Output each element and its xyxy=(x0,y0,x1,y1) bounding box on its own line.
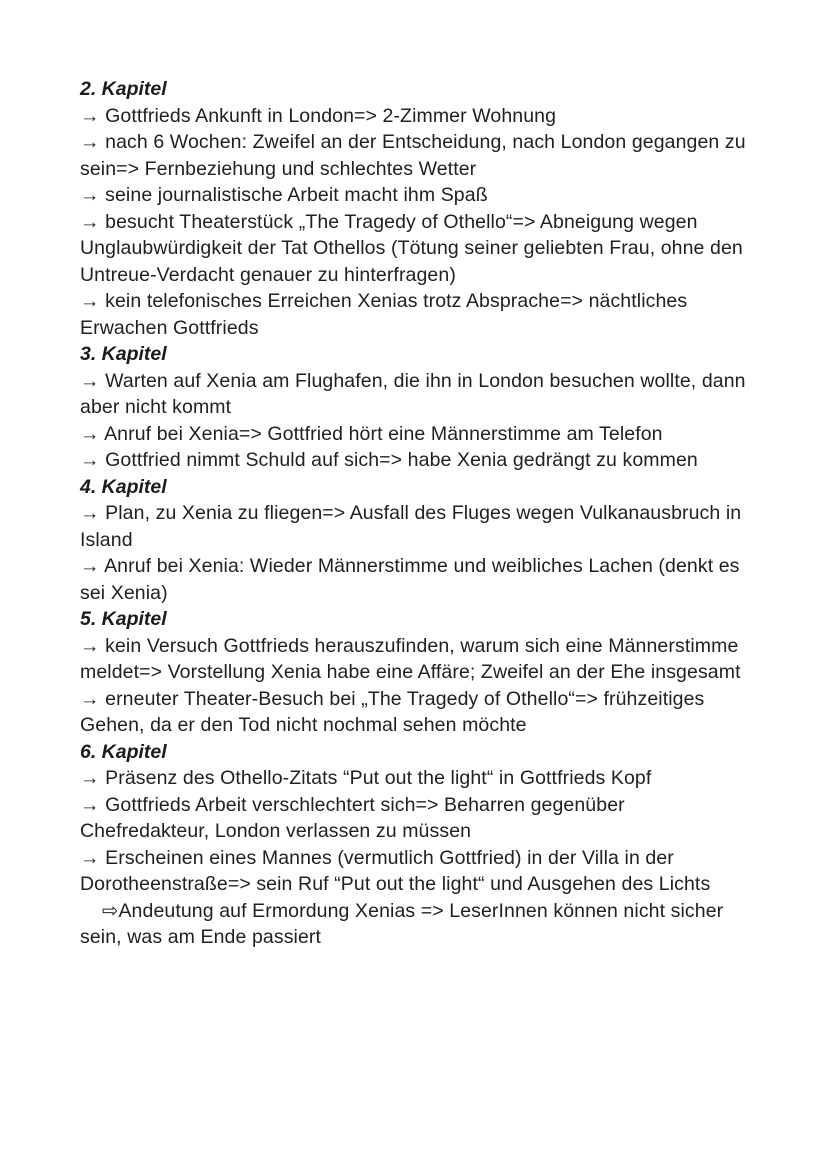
chapter-heading: 4. Kapitel xyxy=(80,475,167,498)
bullet-text: kein telefonisches Erreichen Xenias trotz Absprache=> nächtliches Erwachen Gottfrieds xyxy=(80,290,688,339)
bullet-line xyxy=(80,209,758,289)
right-arrow-icon: → xyxy=(80,184,100,206)
bullet-text: Anruf bei Xenia=> Gottfried hört eine Männerstimme am Telefon xyxy=(104,422,663,445)
bullet-text: Präsenz des Othello-Zitats “Put out the light“ in Gottfrieds Kopf xyxy=(105,767,652,789)
white-right-arrow-icon: ⇨ xyxy=(102,899,119,922)
bullet-text: erneuter Theater-Besuch bei „The Tragedy of Othello“=> frühzeitiges Gehen, da er den Tod nicht nochmal sehen möchte xyxy=(80,687,705,736)
bullet-text: Gottfried nimmt Schuld auf sich=> habe Xenia gedrängt zu kommen xyxy=(105,449,698,471)
chapter-heading: 2. Kapitel xyxy=(80,78,167,100)
bullet-text: nach 6 Wochen: Zweifel an der Entscheidung, nach London gegangen zu sein=> Fernbeziehung und schlechtes Wetter xyxy=(80,131,746,180)
bullet-line xyxy=(80,447,758,474)
bullet-text: Gottfrieds Arbeit verschlechtert sich=> Beharren gegenüber Chefredakteur, London verlassen zu müssen xyxy=(80,793,625,842)
chapter-heading: 3. Kapitel xyxy=(80,343,167,365)
bullet-line xyxy=(80,686,758,739)
bullet-text: Erscheinen eines Mannes (vermutlich Gottfried) in der Villa in der Dorotheenstraße=> sein Ruf “Put out the light“ und Ausgehen des Lichts xyxy=(80,846,711,895)
right-arrow-icon: → xyxy=(80,210,100,233)
bullet-line xyxy=(80,845,758,898)
bullet-text: Andeutung auf Ermordung Xenias => LeserInnen können nicht sicher sein, was am Ende passiert xyxy=(80,899,724,948)
chapter-heading: 6. Kapitel xyxy=(80,740,167,763)
bullet-line xyxy=(80,182,758,209)
bullet-line xyxy=(80,129,758,182)
bullet-text: kein Versuch Gottfrieds herauszufinden, warum sich eine Männerstimme meldet=> Vorstellung Xenia habe eine Affäre; Zweifel an der Ehe insgesamt xyxy=(80,634,741,683)
right-arrow-icon: → xyxy=(80,502,100,524)
bullet-text: Gottfrieds Ankunft in London=> 2-Zimmer Wohnung xyxy=(105,104,557,127)
right-arrow-icon: → xyxy=(80,104,100,127)
right-arrow-icon: → xyxy=(80,369,100,392)
right-arrow-icon: → xyxy=(80,767,100,789)
bullet-text: seine journalistische Arbeit macht ihm Spaß xyxy=(105,184,488,206)
right-arrow-icon: → xyxy=(80,131,100,153)
right-arrow-icon: → xyxy=(80,687,100,710)
bullet-line xyxy=(80,103,758,130)
right-arrow-icon: → xyxy=(80,422,100,445)
right-arrow-icon: → xyxy=(80,634,100,657)
bullet-line xyxy=(80,553,758,606)
chapter-heading: 5. Kapitel xyxy=(80,608,167,630)
bullet-line xyxy=(80,765,758,792)
bullet-line xyxy=(80,288,758,341)
right-arrow-icon: → xyxy=(80,555,100,577)
right-arrow-icon: → xyxy=(80,449,100,471)
bullet-line xyxy=(80,500,758,553)
bullet-line xyxy=(80,792,758,845)
conclusion-line xyxy=(80,898,758,951)
right-arrow-icon: → xyxy=(80,793,100,816)
bullet-text: Anruf bei Xenia: Wieder Männerstimme und weibliches Lachen (denkt es sei Xenia) xyxy=(80,555,740,604)
right-arrow-icon: → xyxy=(80,846,100,869)
right-arrow-icon: → xyxy=(80,290,100,312)
bullet-text: Plan, zu Xenia zu fliegen=> Ausfall des Fluges wegen Vulkanausbruch in Island xyxy=(80,502,742,551)
bullet-line xyxy=(80,368,758,421)
bullet-text: Warten auf Xenia am Flughafen, die ihn in London besuchen wollte, dann aber nicht kommt xyxy=(80,369,746,418)
bullet-line xyxy=(80,421,758,448)
bullet-text: besucht Theaterstück „The Tragedy of Othello“=> Abneigung wegen Unglaubwürdigkeit der Tat Othellos (Tötung seiner geliebten Frau, ohne den Untreue-Verdacht genauer zu hinterfragen) xyxy=(80,210,743,286)
bullet-line xyxy=(80,633,758,686)
